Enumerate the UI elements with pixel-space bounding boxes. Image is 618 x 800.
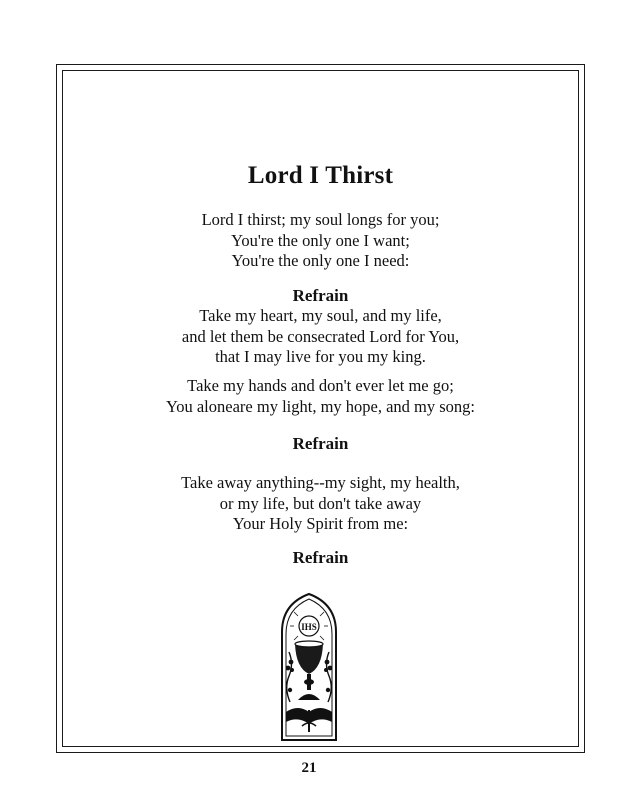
verse-line: Take away anything--my sight, my health,	[181, 473, 460, 492]
verse-line: You aloneare my light, my hope, and my song:	[165, 396, 476, 416]
verse-2	[62, 376, 579, 417]
svg-text:IHS: IHS	[301, 622, 317, 632]
verse-line: Lord I thirst; my soul longs for you;	[201, 210, 440, 229]
refrain-line: that I may live for you my king.	[215, 347, 426, 366]
refrain-text	[62, 306, 579, 368]
song-title: Lord I Thirst	[247, 162, 394, 189]
refrain-heading: Refrain	[292, 286, 349, 305]
verse-line: or my life, but don't take away	[219, 493, 422, 513]
verse-line: Your Holy Spirit from me:	[232, 514, 409, 533]
verse-line: Take my hands and don't ever let me go;	[187, 376, 454, 395]
refrain-line: Take my heart, my soul, and my life,	[199, 306, 442, 325]
refrain-heading: Refrain	[292, 434, 349, 453]
verse-1	[62, 210, 579, 272]
verse-3	[62, 473, 579, 535]
refrain-heading: Refrain	[292, 548, 349, 567]
verse-line: You're the only one I need:	[231, 251, 410, 270]
page-number: 21	[301, 760, 317, 776]
verse-line: You're the only one I want;	[231, 230, 410, 250]
refrain-line: and let them be consecrated Lord for You,	[181, 326, 460, 346]
chalice-window-icon	[280, 592, 338, 742]
